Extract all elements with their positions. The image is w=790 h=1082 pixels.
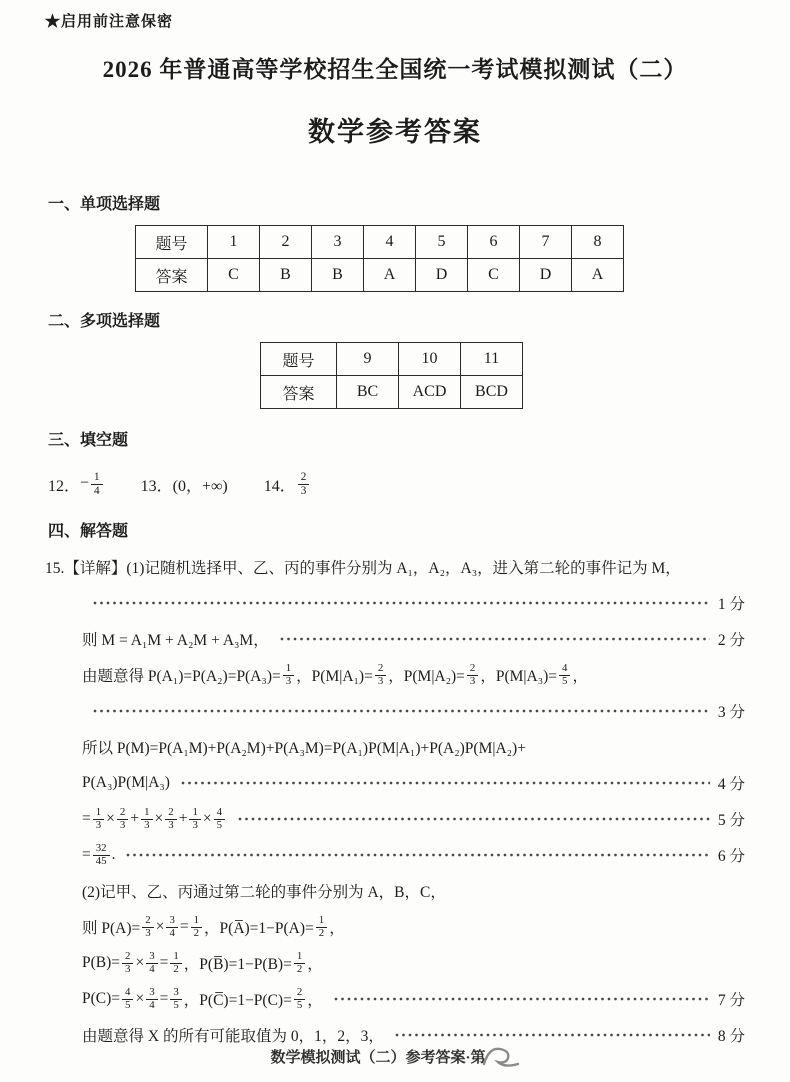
answer-value	[296, 471, 312, 496]
solution-text: = $\frac{1}{3}$ × $\frac{2}{3}$ + $\frac{1}{3}$ × $\frac{2}{3}$ + $\frac{1}{3}$ × $\frac{4}{5}$	[82, 807, 227, 831]
footer-text: 数学模拟测试（二）参考答案·第	[270, 1050, 486, 1067]
fraction: $\frac{1}{2}$	[294, 951, 305, 975]
table-cell: 7	[520, 226, 572, 259]
answer-key-title: 数学参考答案	[308, 117, 482, 147]
score-label: 7 分	[717, 992, 745, 1009]
fill-blank-answers	[48, 464, 745, 504]
section-heading-fill-blanks: 三、填空题	[48, 432, 129, 449]
fraction: $\frac{1}{3}$	[283, 663, 294, 687]
table-cell: 8	[572, 226, 624, 259]
section-heading-multi-choice: 二、多项选择题	[48, 313, 161, 330]
solution-line	[82, 765, 745, 801]
fraction: $\frac{1}{2}$	[191, 915, 202, 939]
table-cell: D	[416, 259, 468, 292]
dotted-leader	[125, 851, 709, 859]
solution-line	[82, 657, 745, 693]
dotted-leader	[279, 635, 710, 643]
score-label: 3 分	[717, 704, 745, 721]
table-cell: 1	[208, 226, 260, 259]
fraction: $\frac{1}{2}$	[170, 951, 181, 975]
solution-line	[45, 549, 745, 585]
table-answer-label: 答案	[136, 259, 208, 292]
table-cell: 10	[399, 343, 461, 376]
table-cell: 5	[416, 226, 468, 259]
solution-text: 所以 P(M)=P(A₁M)+P(A₂M)+P(A₃M)=P(A₁)P(M|A₁)+P(A₂)P(M|A₂)+	[82, 740, 526, 757]
fraction: $\frac{2}{3}$	[467, 663, 478, 687]
score-label: 5 分	[717, 812, 745, 829]
solution-line	[82, 621, 745, 657]
table-cell: 2	[260, 226, 312, 259]
solution-lines	[45, 549, 745, 1053]
score-label: 8 分	[717, 1028, 745, 1045]
fill-blank-answer-12	[48, 471, 105, 496]
dotted-leader	[237, 815, 710, 823]
table-cell: C	[208, 259, 260, 292]
score-label: 4 分	[717, 776, 745, 793]
solution-text: P(B)= $\frac{2}{3}$ × $\frac{3}{4}$ = $\frac{1}{2}$ ，P(B̅)=1−P(B)= $\frac{1}{2}$ ，	[82, 949, 323, 975]
page-curl-icon	[482, 1044, 520, 1068]
dotted-leader	[92, 707, 710, 715]
table-row-numbers	[136, 226, 624, 259]
section-heading-single-choice: 一、单项选择题	[48, 196, 161, 213]
solution-line	[82, 873, 745, 909]
multi-choice-table	[260, 342, 523, 409]
score-label: 2 分	[717, 632, 745, 649]
table-row-numbers	[261, 343, 523, 376]
confidentiality-notice: ★启用前注意保密	[45, 14, 174, 30]
fraction: $\frac{2}{3}$	[122, 951, 133, 975]
table-cell: B	[312, 259, 364, 292]
page-footer	[0, 1046, 790, 1068]
solution-text: = $\frac{32}{45}$ .	[82, 841, 116, 867]
fraction: $\frac{3}{4}$	[146, 951, 157, 975]
dotted-leader	[92, 599, 710, 607]
question-number: 14．	[263, 477, 296, 495]
section-heading-solutions: 四、解答题	[48, 523, 129, 540]
solution-text: P(C)= $\frac{4}{5}$ × $\frac{3}{4}$ = $\frac{3}{5}$ ，P(C̅)=1−P(C)= $\frac{2}{5}$ ，	[82, 985, 323, 1011]
fraction: $\frac{2}{5}$	[294, 987, 305, 1011]
fraction: $\frac{2}{3}$	[117, 807, 128, 831]
table-cell: 6	[468, 226, 520, 259]
fraction: $\frac{4}{5}$	[559, 663, 570, 687]
single-choice-table	[135, 225, 624, 292]
fraction: $\frac{2}{3}$	[375, 663, 386, 687]
solution-text: (2)记甲、乙、丙通过第二轮的事件分别为 A，B，C，	[82, 884, 446, 901]
solution-text: 由题意得 P(A₁)=P(A₂)=P(A₃)= $\frac{1}{3}$ ，P(M|A₁)= $\frac{2}{3}$ ，P(M|A₂)= $\frac{2}{3}$ ，P(M|A₃)= $\frac{4}{5}$ ，	[82, 661, 588, 687]
fraction: $\frac{2}{3}$	[165, 807, 176, 831]
solution-text: 由题意得 X 的所有可能取值为 0，1，2，3，	[82, 1028, 384, 1045]
solution-line	[82, 981, 745, 1017]
answer-value: (0，+∞)	[172, 477, 228, 495]
solution-line	[82, 729, 745, 765]
fraction: $\frac{1}{4}$	[91, 471, 103, 496]
table-cell: 9	[337, 343, 399, 376]
solution-line	[82, 693, 745, 729]
answer-value: − $\frac{1}{4}$	[80, 471, 105, 496]
table-cell: B	[260, 259, 312, 292]
table-cell: BC	[337, 376, 399, 409]
table-cell: C	[468, 259, 520, 292]
table-answer-label: 答案	[261, 376, 337, 409]
dotted-leader	[394, 1031, 710, 1039]
fraction: $\frac{2}{3}$	[142, 915, 153, 939]
table-cell: 3	[312, 226, 364, 259]
fraction: $\frac{1}{3}$	[93, 807, 104, 831]
solution-line	[82, 801, 745, 837]
table-cell: 11	[461, 343, 523, 376]
score-label: 6 分	[717, 848, 745, 865]
table-row-answers	[261, 376, 523, 409]
fraction: $\frac{4}{5}$	[214, 807, 225, 831]
fraction: $\frac{1}{2}$	[316, 915, 327, 939]
question-number: 12．	[48, 477, 81, 495]
fraction: $\frac{1}{3}$	[141, 807, 152, 831]
solution-text: 则 P(A)= $\frac{2}{3}$ × $\frac{3}{4}$ = $\frac{1}{2}$ ，P(A̅)=1−P(A)= $\frac{1}{2}$ ，	[82, 913, 345, 939]
table-cell: 4	[364, 226, 416, 259]
fraction: $\frac{1}{3}$	[189, 807, 200, 831]
fraction: $\frac{2}{3}$	[298, 471, 310, 496]
table-cell: A	[572, 259, 624, 292]
dotted-leader	[333, 995, 710, 1003]
table-cell: ACD	[399, 376, 461, 409]
exam-title: 2026 年普通高等学校招生全国统一考试模拟测试（二）	[102, 57, 688, 82]
solution-line	[82, 585, 745, 621]
solution-text: 则 M = A₁M + A₂M + A₃M，	[82, 632, 269, 649]
fill-blank-answer-13	[141, 473, 228, 496]
fraction: $\frac{4}{5}$	[122, 987, 133, 1011]
table-header-label: 题号	[136, 226, 208, 259]
table-row-answers	[136, 259, 624, 292]
fill-blank-answer-14	[264, 471, 312, 496]
solution-line	[82, 837, 745, 873]
fraction: $\frac{3}{4}$	[166, 915, 177, 939]
solution-text: P(A₃)P(M|A₃)	[82, 774, 170, 791]
score-label: 1 分	[717, 596, 745, 613]
fraction: $\frac{3}{5}$	[170, 987, 181, 1011]
table-cell: D	[520, 259, 572, 292]
table-cell: A	[364, 259, 416, 292]
fraction: $\frac{3}{4}$	[146, 987, 157, 1011]
question-number: 13．	[140, 477, 173, 495]
solution-line	[82, 909, 745, 945]
solution-line	[82, 945, 745, 981]
fraction: $\frac{32}{45}$	[93, 843, 110, 867]
table-header-label: 题号	[261, 343, 337, 376]
solution-text: 15.【详解】(1)记随机选择甲、乙、丙的事件分别为 A₁，A₂，A₃，进入第二轮的事件记为 M，	[45, 560, 681, 577]
table-cell: BCD	[461, 376, 523, 409]
dotted-leader	[180, 779, 710, 787]
